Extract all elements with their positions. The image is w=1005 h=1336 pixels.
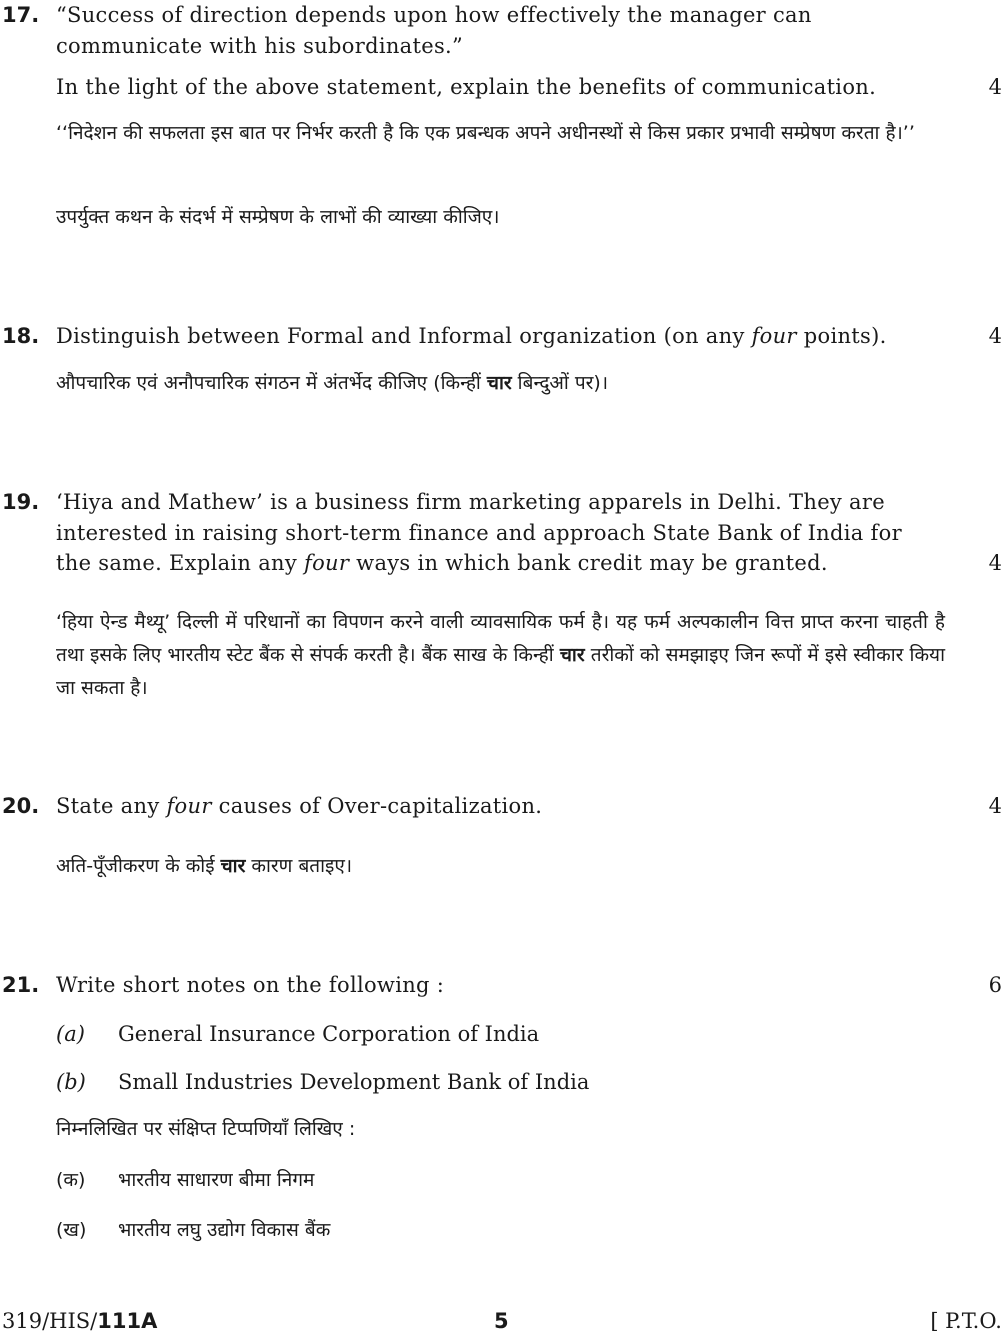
question-21-hindi-task: निम्नलिखित पर संक्षिप्त टिप्पणियाँ लिखिए :: [56, 1118, 356, 1140]
question-number: 18.: [2, 324, 40, 348]
q19-hi-bold: चार: [559, 644, 585, 666]
q18-en-emphasis: four: [751, 324, 797, 348]
sub-item-label: (b): [56, 1070, 86, 1094]
question-17-hindi-task: उपर्युक्त कथन के संदर्भ में सम्प्रेषण के लाभों की व्याख्या कीजिए।: [56, 206, 500, 228]
q18-hi-text: औपचारिक एवं अनौपचारिक संगठन में अंतर्भेद कीजिए (किन्हीं: [56, 372, 487, 394]
sub-item-text: Small Industries Development Bank of India: [118, 1070, 590, 1094]
question-19-english: [56, 487, 945, 548]
question-number: 17.: [2, 3, 40, 27]
marks: 4: [988, 324, 1002, 348]
q20-en-emphasis: four: [166, 794, 212, 818]
question-20-english: [56, 791, 945, 822]
q20-en-text: State any: [56, 794, 167, 818]
question-18-english: [56, 321, 945, 352]
hindi-sub-item-text: भारतीय साधारण बीमा निगम: [118, 1169, 315, 1191]
question-17-english-statement: [56, 0, 945, 61]
question-19-english-line3: [56, 548, 945, 579]
q17-en-line1: “Success of direction depends upon how effectively the manager can: [56, 3, 812, 27]
q19-en-line3: the same. Explain any: [56, 551, 305, 575]
q20-en-text-end: causes of Over-capitalization.: [211, 794, 543, 818]
hindi-sub-item-label: (क): [56, 1169, 86, 1191]
q19-en-line3-end: ways in which bank credit may be granted.: [349, 551, 828, 575]
q18-en-text: Distinguish between Formal and Informal organization (on any: [56, 324, 752, 348]
q18-hi-text-end: बिन्दुओं पर)।: [511, 372, 609, 394]
q19-hi-text: ‘हिया ऐन्ड मैथ्यू’ दिल्ली में परिधानों का विपणन करने वाली व्यावसायिक फर्म है। यह फर्म अल्पकालीन वित्त प्राप्त करना चाहती है तथा इसके लिए भारतीय स्टेट बैंक से संपर्क करती है। बैंक साख के किन्हीं: [56, 611, 945, 666]
marks: 4: [988, 75, 1002, 99]
marks: 4: [988, 794, 1002, 818]
question-20-hindi: [56, 850, 945, 883]
q19-hi-text-end: तरीकों को समझाइए जिन रूपों में इसे स्वीकार किया जा सकता है।: [56, 644, 945, 699]
q17-en-line2: communicate with his subordinates.”: [56, 33, 464, 58]
question-number: 20.: [2, 794, 40, 818]
question-number: 21.: [2, 973, 40, 997]
paper-code: [2, 1306, 157, 1336]
question-17-hindi-quote: ‘‘निदेशन की सफलता इस बात पर निर्भर करती है कि एक प्रबन्धक अपने अधीनस्थों से किस प्रकार प्रभावी सम्प्रेषण करता है।’’: [56, 122, 915, 144]
q20-hi-bold: चार: [220, 855, 246, 877]
question-number: 19.: [2, 490, 40, 514]
pto-label: [ P.T.O.: [930, 1309, 1002, 1333]
question-17-english-task: In the light of the above statement, explain the benefits of communication.: [56, 75, 877, 99]
q20-hi-text-end: कारण बताइए।: [245, 855, 353, 877]
q20-hi-text: अति-पूँजीकरण के कोई: [56, 855, 221, 877]
q19-en-line1: ‘Hiya and Mathew’ is a business firm marketing apparels in Delhi. They are: [56, 490, 885, 514]
question-21-english-task: Write short notes on the following :: [56, 973, 445, 997]
hindi-sub-item-label: (ख): [56, 1219, 87, 1241]
sub-item-label: (a): [56, 1022, 85, 1046]
marks: 6: [988, 973, 1002, 997]
question-19-hindi: [56, 606, 945, 705]
paper-code-prefix: 319/HIS/: [2, 1309, 98, 1333]
question-18-hindi: [56, 367, 945, 400]
q19-en-emphasis: four: [304, 551, 350, 575]
q18-en-text-end: points).: [796, 324, 887, 348]
sub-item-text: General Insurance Corporation of India: [118, 1022, 540, 1046]
hindi-sub-item-text: भारतीय लघु उद्योग विकास बैंक: [118, 1219, 331, 1241]
paper-code-suffix: 111A: [97, 1309, 158, 1333]
page-number: 5: [494, 1309, 509, 1333]
q18-hi-bold: चार: [486, 372, 512, 394]
marks: 4: [988, 551, 1002, 575]
q19-en-line2: interested in raising short-term finance and approach State Bank of India for: [56, 520, 902, 545]
